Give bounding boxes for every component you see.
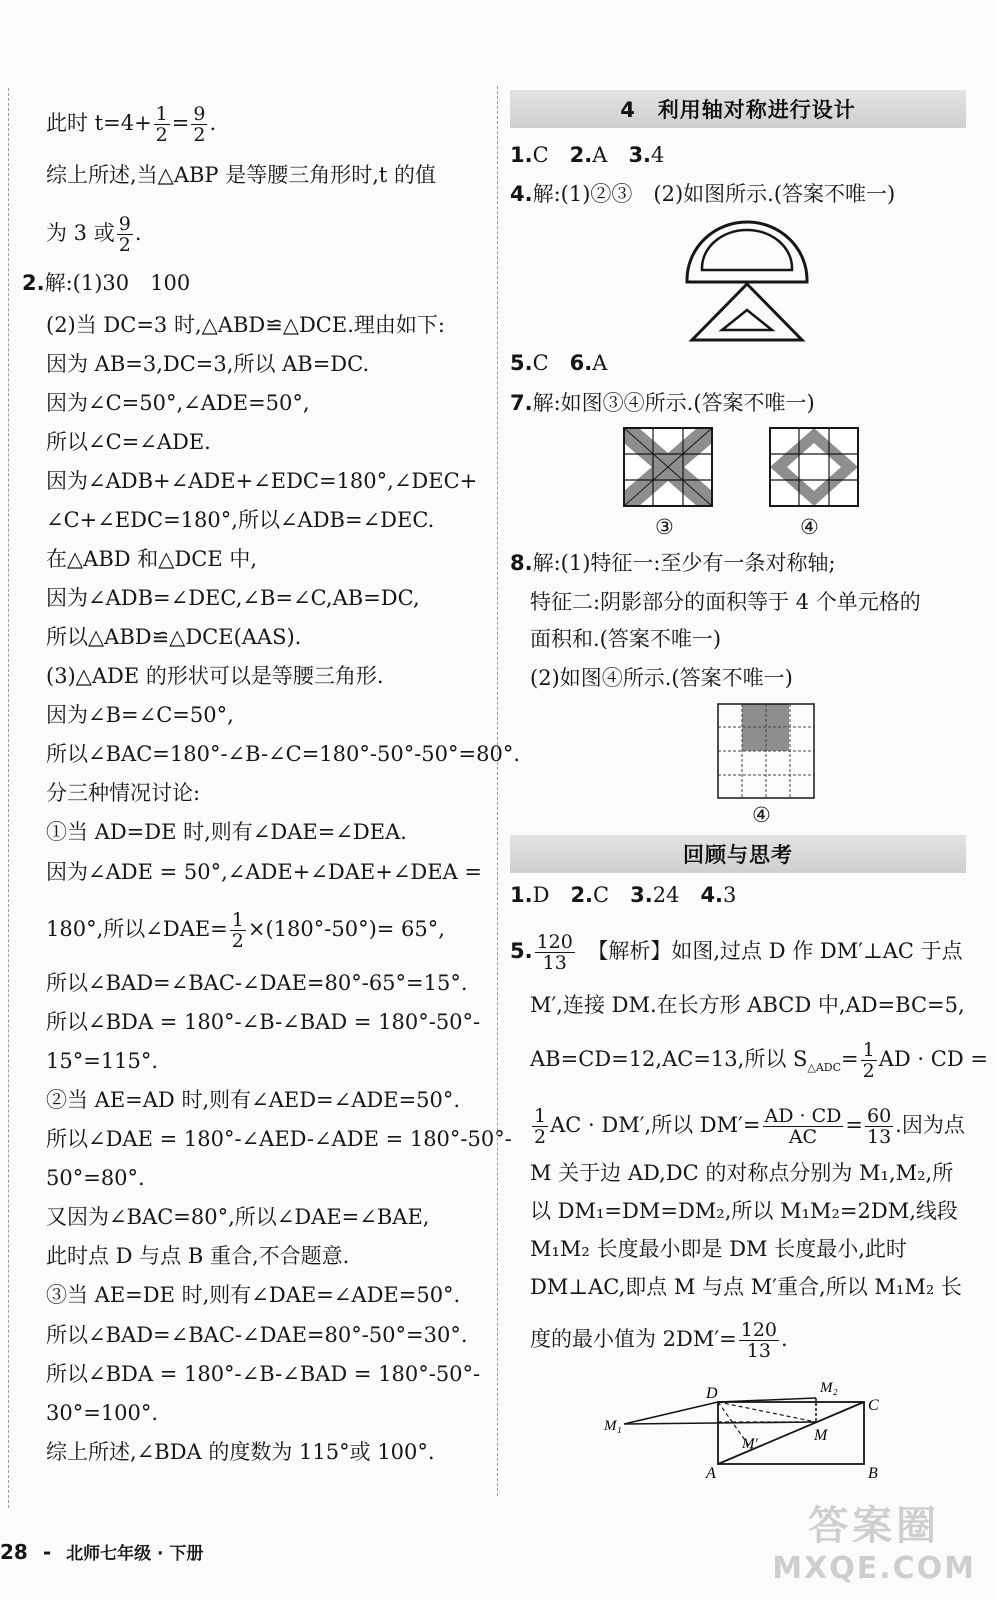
text-line: 所以∠C=∠ADE.	[46, 430, 211, 454]
text-line: 因为∠C=50°,∠ADE=50°,	[46, 391, 310, 415]
text-line: 面积和.(答案不唯一)	[530, 627, 722, 651]
problem-2-heading: 2.解:(1)30 100	[22, 271, 191, 295]
text-line: ②当 AE=AD 时,则有∠AED=∠ADE=50°.	[46, 1088, 461, 1112]
fraction: $\frac{9}{2}$	[193, 103, 206, 146]
text-line: ∠C+∠EDC=180°,所以∠ADB=∠DEC.	[46, 508, 435, 532]
text-line: 所以△ABD≌△DCE(AAS).	[46, 625, 302, 649]
text-line: 综上所述,∠BDA 的度数为 115°或 100°.	[46, 1440, 435, 1464]
text-line: M 关于边 AD,DC 的对称点分别为 M₁,M₂,所	[530, 1161, 954, 1185]
review-answer-5: 5. $\frac{120}{13}$ 【解析】如图,过点 D 作 DM′⊥AC 于点	[510, 931, 963, 974]
point-label-D: D	[706, 1385, 718, 1402]
line-dm-formula: $\frac{1}{2}$ AC · DM′,所以 DM′= $\frac{AD \cdot CD}{AC}$ = $\frac{60}{13}$ .因为点	[534, 1105, 965, 1148]
watermark	[772, 1494, 976, 1586]
text-line: 所以∠BAD=∠BAC-∠DAE=80°-65°=15°.	[46, 971, 468, 995]
line-t-result: 为 3 或 $\frac{9}{2}$ .	[46, 213, 142, 256]
rectangle-geometry-figure	[602, 1378, 892, 1482]
grid-figure-3	[623, 427, 713, 507]
answers-5-6: 5.C 6.A	[510, 351, 608, 375]
answer-4: 4.解:(1)②③ (2)如图所示.(答案不唯一)	[510, 182, 896, 206]
fraction: $\frac{60}{13}$	[866, 1105, 892, 1148]
fig-4-label: ④	[800, 515, 819, 539]
fraction: $\frac{AD \cdot CD}{AC}$	[764, 1105, 842, 1148]
fraction: $\frac{1}{2}$	[534, 1105, 547, 1148]
point-label-M: M	[814, 1427, 828, 1444]
text-line: 因为∠B=∠C=50°,	[46, 703, 234, 727]
fraction: $\frac{1}{2}$	[231, 909, 244, 952]
column-divider	[497, 86, 498, 1496]
book-title: 北师七年级 · 下册	[66, 1544, 204, 1564]
text-line: (3)△ADE 的形状可以是等腰三角形.	[46, 664, 384, 688]
answer-8: 8.解:(1)特征一:至少有一条对称轴;	[510, 551, 836, 575]
answers-1-3: 1.C 2.A 3.4	[510, 143, 665, 167]
text-line: 以 DM₁=DM=DM₂,所以 M₁M₂=2DM,线段	[530, 1199, 958, 1223]
text-line: 特征二:阴影部分的面积等于 4 个单元格的	[530, 590, 921, 614]
point-label-M-prime: M′	[742, 1436, 758, 1452]
watermark-url: MXQE.COM	[772, 1551, 976, 1586]
point-label-M1: M₁	[604, 1418, 622, 1434]
left-margin-line	[8, 88, 9, 1508]
page-number: 28	[0, 1540, 28, 1564]
text-line: 所以∠BDA = 180°-∠B-∠BAD = 180°-50°-	[46, 1010, 481, 1034]
grid-figure-4	[769, 427, 859, 507]
text-line: 分三种情况讨论:	[46, 781, 201, 805]
page-footer	[0, 1539, 203, 1564]
text-line: 因为 AB=3,DC=3,所以 AB=DC.	[46, 352, 370, 376]
text-line: ③当 AE=DE 时,则有∠DAE=∠ADE=50°.	[46, 1283, 461, 1307]
fraction: $\frac{120}{13}$	[740, 1319, 778, 1362]
text-line: 所以∠BDA = 180°-∠B-∠BAD = 180°-50°-	[46, 1362, 481, 1386]
point-label-A: A	[706, 1465, 716, 1482]
text-line: 因为∠ADB+∠ADE+∠EDC=180°,∠DEC+	[46, 469, 478, 493]
answer-7: 7.解:如图③④所示.(答案不唯一)	[510, 391, 815, 415]
text-line: 30°=100°.	[46, 1401, 159, 1425]
text-line: M₁M₂ 长度最小即是 DM 长度最小,此时	[530, 1237, 907, 1261]
fraction: $\frac{1}{2}$	[155, 103, 168, 146]
text-line: 因为∠ADB=∠DEC,∠B=∠C,AB=DC,	[46, 586, 420, 610]
fig-4b-label: ④	[752, 803, 771, 827]
review-banner: 回顾与思考	[510, 835, 966, 873]
text-line: 所以∠BAD=∠BAC-∠DAE=80°-50°=30°.	[46, 1323, 468, 1347]
text-line: (2)如图④所示.(答案不唯一)	[530, 666, 793, 690]
text-line: (2)当 DC=3 时,△ABD≌△DCE.理由如下:	[46, 313, 445, 337]
text-line: 15°=115°.	[46, 1049, 159, 1073]
text-line: 在△ABD 和△DCE 中,	[46, 547, 257, 571]
text-line: DM⊥AC,即点 M 与点 M′重合,所以 M₁M₂ 长	[530, 1275, 962, 1299]
text-line: 综上所述,当△ABP 是等腰三角形时,t 的值	[46, 163, 437, 187]
point-label-M2: M₂	[820, 1380, 838, 1396]
line-min-value: 度的最小值为 2DM′= $\frac{120}{13}$ .	[530, 1319, 788, 1362]
footer-dash: -	[42, 1540, 52, 1564]
watermark-logo: 答案圈	[808, 1503, 941, 1549]
text-line: 因为∠ADE = 50°,∠ADE+∠DAE+∠DEA =	[46, 860, 483, 884]
text-line: 此时点 D 与点 B 重合,不合题意.	[46, 1244, 350, 1268]
text-line: ①当 AD=DE 时,则有∠DAE=∠DEA.	[46, 820, 407, 844]
line-t-value: 此时 t=4+ $\frac{1}{2}$ = $\frac{9}{2}$ .	[46, 103, 217, 146]
protractor-figure	[682, 218, 812, 344]
text-line: 所以∠BAC=180°-∠B-∠C=180°-50°-50°=80°.	[46, 742, 521, 766]
fraction: $\frac{1}{2}$	[862, 1039, 875, 1082]
line-dae-calc: 180°,所以∠DAE= $\frac{1}{2}$ ×(180°-50°)= 65°,	[46, 909, 445, 952]
point-label-C: C	[868, 1397, 879, 1414]
line-area-formula: AB=CD=12,AC=13,所以 $S_{\triangle ADC}=$ $\frac{1}{2}$ AD · CD =	[530, 1039, 988, 1082]
fraction: $\frac{120}{13}$	[536, 931, 573, 974]
fig-3-label: ③	[655, 515, 674, 539]
text-line: M′,连接 DM.在长方形 ABCD 中,AD=BC=5,	[530, 993, 965, 1017]
fraction: $\frac{9}{2}$	[118, 213, 131, 256]
text-line: 又因为∠BAC=80°,所以∠DAE=∠BAE,	[46, 1205, 430, 1229]
text-line: 所以∠DAE = 180°-∠AED-∠ADE = 180°-50°-	[46, 1127, 512, 1151]
point-label-B: B	[868, 1465, 878, 1482]
text-line: 50°=80°.	[46, 1166, 145, 1190]
grid-figure-4-shaded	[717, 703, 815, 799]
section-banner: 4 利用轴对称进行设计	[510, 90, 966, 128]
review-answers-1-4: 1.D 2.C 3.24 4.3	[510, 883, 737, 907]
